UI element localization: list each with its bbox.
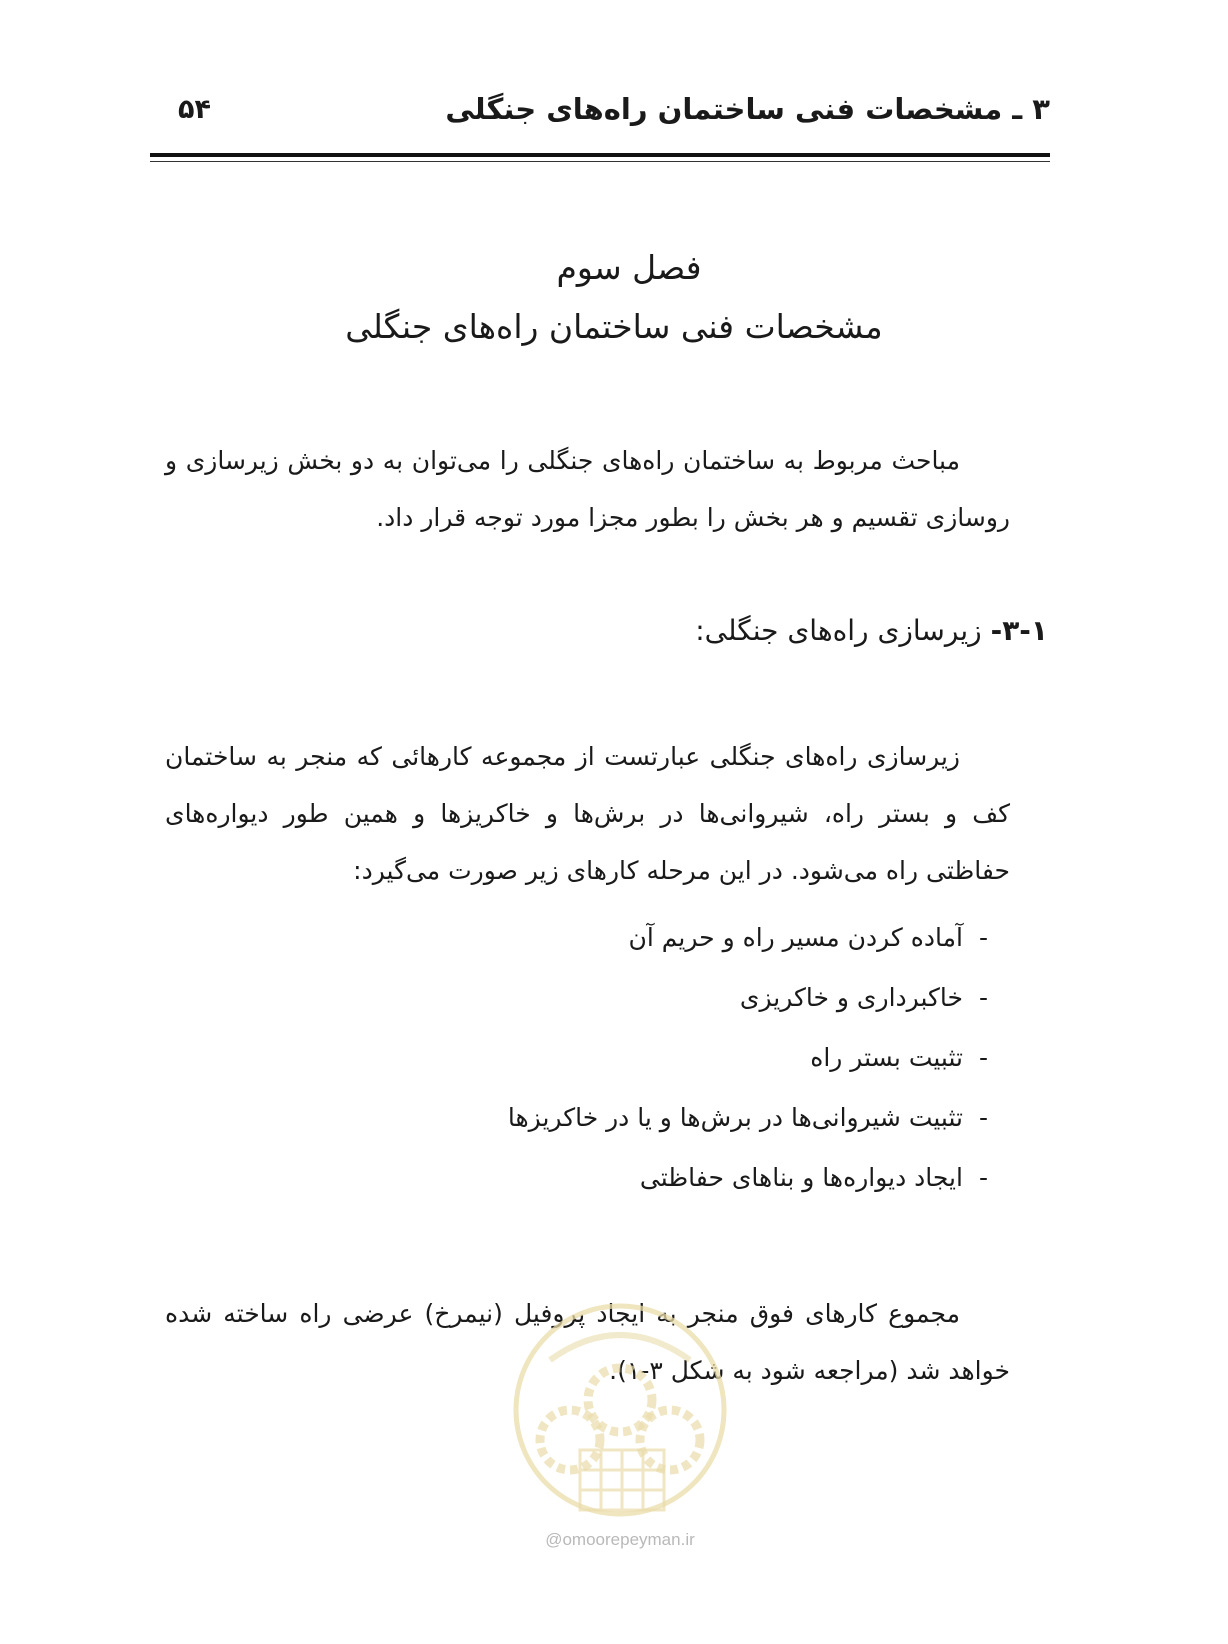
section-paragraph xyxy=(165,728,1010,899)
chapter-title: مشخصات فنی ساختمان راه‌های جنگلی xyxy=(345,307,883,346)
list-item-text: تثبیت بستر راه xyxy=(810,1043,963,1072)
watermark-url: @omoorepeyman.ir xyxy=(545,1530,695,1549)
list-item xyxy=(508,1088,988,1148)
section-paragraph-text: زیرسازی راه‌های جنگلی عبارتست از مجموعه کارهائی که منجر به ساختمان کف و بستر راه، شیروانی‌ها در برش‌ها و خاکریزها و همین طور دیواره‌های حفاظتی راه می‌شود. در این مرحله کارهای زیر صورت می‌گیرد: xyxy=(165,742,1010,885)
bullet-dash: - xyxy=(978,1163,988,1192)
list-item-text: خاکبرداری و خاکریزی xyxy=(739,983,963,1012)
closing-paragraph-text: مجموع کارهای فوق منجر به ایجاد پروفیل (نیمرخ) عرضی راه ساخته شده خواهد شد (مراجعه شود به شکل ۳-۱). xyxy=(165,1299,1010,1385)
section-number: ۳-۱- xyxy=(990,614,1048,647)
list-item-text: تثبیت شیروانی‌ها در برش‌ها و یا در خاکریزها xyxy=(507,1103,963,1132)
list-item xyxy=(508,908,988,968)
list-item xyxy=(508,1028,988,1088)
bullet-dash: - xyxy=(978,1103,988,1132)
running-header xyxy=(150,92,1050,142)
list-item-text: آماده کردن مسیر راه و حریم آن xyxy=(628,923,963,952)
chapter-number: فصل سوم xyxy=(556,248,702,287)
intro-paragraph-text: مباحث مربوط به ساختمان راه‌های جنگلی را می‌توان به دو بخش زیرسازی و روسازی تقسیم و هر بخش را بطور مجزا مورد توجه قرار داد. xyxy=(165,446,1010,532)
section-title: زیرسازی راه‌های جنگلی: xyxy=(695,614,982,647)
list-item xyxy=(508,1148,988,1208)
running-title: ۳ ـ مشخصات فنی ساختمان راه‌های جنگلی xyxy=(445,92,1050,126)
header-rule-thin xyxy=(150,161,1050,162)
watermark-logo xyxy=(510,1300,730,1540)
bullet-dash: - xyxy=(978,923,988,952)
header-rule-thick xyxy=(150,153,1050,157)
bullet-dash: - xyxy=(978,1043,988,1072)
bullet-dash: - xyxy=(978,983,988,1012)
page-number: ۵۴ xyxy=(178,94,211,125)
task-list xyxy=(508,908,988,1208)
section-heading xyxy=(695,614,1048,647)
intro-paragraph xyxy=(165,432,1010,546)
list-item xyxy=(508,968,988,1028)
list-item-text: ایجاد دیواره‌ها و بناهای حفاظتی xyxy=(639,1163,963,1192)
